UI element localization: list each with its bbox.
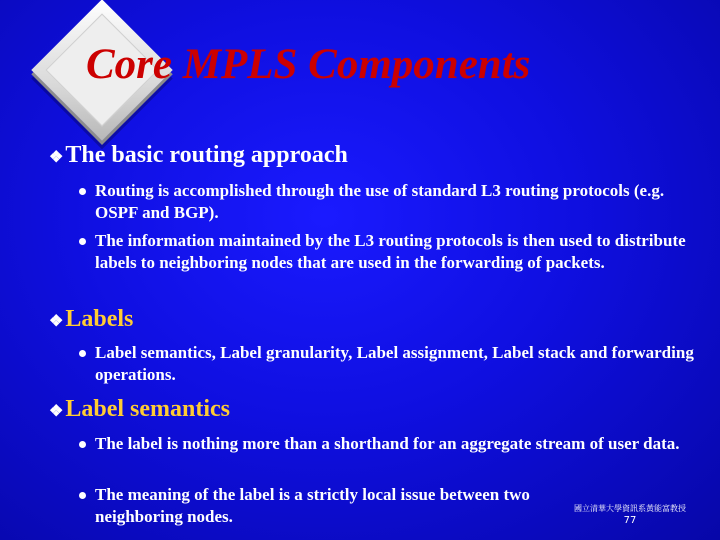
section-heading-text: Labels [65,306,134,332]
round-bullet-icon [79,441,86,448]
diamond-bullet-icon: ❖ [49,148,64,166]
section-heading-basic-routing [49,142,348,169]
bullet-text: The information maintained by the L3 routing protocols is then used to distribute labels to neighboring nodes that are used in the forwarding of packets. [95,231,686,272]
round-bullet-icon [79,350,86,357]
bullet-item [95,342,695,386]
bullet-text: The label is nothing more than a shorthand for an aggregate stream of user data. [95,434,680,453]
section-heading-text: The basic routing approach [65,142,348,168]
bullet-item [95,230,695,274]
bullet-text: The meaning of the label is a strictly local issue between two neighboring nodes. [95,485,530,526]
section-heading-labels [49,306,133,333]
bullet-item [95,180,695,224]
section-heading-text: Label semantics [65,396,231,422]
round-bullet-icon [79,188,86,195]
slide-title: Core MPLS Components [86,41,531,88]
diamond-bullet-icon: ❖ [49,312,64,330]
bullet-item [95,433,695,455]
footer-organization: 國立清華大學資訊系黃能富教授 [574,504,686,513]
page-number: 77 [623,515,637,526]
bullet-item [95,484,565,528]
bullet-text: Routing is accomplished through the use of standard L3 routing protocols (e.g. OSPF and BGP). [95,181,665,222]
round-bullet-icon [79,492,86,499]
diamond-bullet-icon: ❖ [49,402,64,420]
slide-footer [560,503,700,528]
bullet-text: Label semantics, Label granularity, Label assignment, Label stack and forwarding operations. [95,343,694,384]
section-heading-label-semantics [49,396,230,423]
round-bullet-icon [79,238,86,245]
